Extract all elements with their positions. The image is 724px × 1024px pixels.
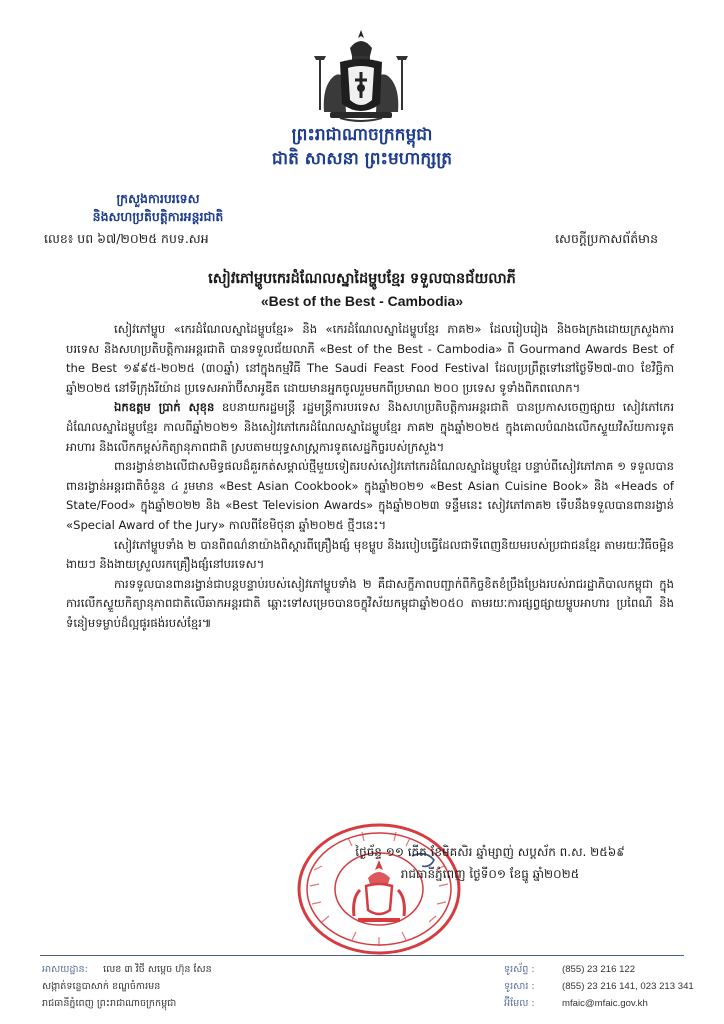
address-line-2: សង្កាត់ទន្លេបាសាក់ ខណ្ឌចំការមន xyxy=(42,981,161,992)
signing-date-place: រាជធានីភ្នំពេញ ថ្ងៃទី០១ ខែធ្នូ ឆ្នាំ២០២៥ xyxy=(400,867,580,881)
address-value: លេខ ៣ វិថី សម្តេច ហ៊ុន សែន xyxy=(103,964,212,975)
address-label: អាសយដ្ឋាន: xyxy=(42,964,88,975)
paragraph-3: ពានរង្វាន់ខាងលើជាសមិទ្ធផលដ៏គួរកត់សម្គាល់ថ្មីមួយទៀតរបស់សៀវភៅកេរដំណែលស្នាដៃម្ហូបខ្មែរ បន្ទាប់ពីសៀវភៅភាគ ១ ទទួលបានពានរង្វាន់អន្តរជាតិចំនួន ៤ រួមមាន «Best Asian Cookbook» ក្នុងឆ្នាំ២០២១ «Best Asian Cuisine Book» និង «Heads of State/Food» ក្នុងឆ្នាំ២០២២ និង «Best Television Awards» ក្នុងឆ្នាំ២០២៣ ទន្ទឹមនេះ សៀវភៅភាគ២ ទើបនឹងទទួលបានពានរង្វាន់ «Special Award of the Jury» កាលពីខែមិថុនា ឆ្នាំ២០២៥ ថ្មីៗនេះ។ xyxy=(66,459,674,532)
signing-date-lunar: ថ្ងៃច័ន្ទ ១១ កើត ខែមិគសិរ ឆ្នាំម្សាញ់ សប្តស័ក ព.ស. ២៥៦៩ xyxy=(355,845,625,859)
paragraph-1: សៀវភៅម្ហូប «កេរដំណែលស្នាដៃម្ហូបខ្មែរ» និង «កេរដំណែលស្នាដៃម្ហូបខ្មែរ ភាគ២» ដែលរៀបរៀង និងចងក្រងដោយក្រសួងការបរទេស និងសហប្រតិបត្តិការអន្តរជាតិ បានទទួលជ័យលាភី «Best of the Best - Cambodia» ពី Gourmand Awards Best of the Best ១៩៩៥-២០២៥ (៣០ឆ្នាំ) នៅក្នុងកម្មវិធី The Saudi Feast Food Festival ដែលប្រព្រឹត្តទៅនៅថ្ងៃទី២៧-៣០ ខែវិច្ឆិកា ឆ្នាំ២០២៥ នៅទីក្រុងរីយ៉ាដ ប្រទេសអារ៉ាប៊ីសាអូឌីត ដោយមានអ្នកចូលរួមមកពីប្រមាណ ២០០ ប្រទេស ទូទាំងពិភពលោក។ xyxy=(66,322,674,395)
address-line-3: រាជធានីភ្នំពេញ ព្រះរាជាណាចក្រកម្ពុជា xyxy=(42,998,177,1009)
document-type: សេចក្តីប្រកាសព័ត៌មាន xyxy=(555,231,658,246)
email-link[interactable]: mfaic@mfaic.gov.kh xyxy=(562,998,648,1009)
paragraph-2-text: ឧបនាយករដ្ឋមន្ត្រី រដ្ឋមន្ត្រីការបរទេស និងសហប្រតិបត្តិការអន្តរជាតិ បានប្រកាសចេញផ្សាយ សៀវភៅកេរដំណែលស្នាដៃម្ហូបខ្មែរ កាលពីឆ្នាំ២០២១ និងសៀវភៅកេរដំណែលស្នាដៃម្ហូបខ្មែរ ភាគ២ ក្នុងឆ្នាំ២០២៥ ក្នុងគោលបំណងលើកស្ទួយវិស័យការទូតអាហារ និងលើកកម្ពស់កិត្យានុភាពជាតិ ស្របតាមយុទ្ធសាស្ត្រការទូតសេដ្ឋកិច្ចរបស់ក្រសួង។ xyxy=(66,400,674,454)
paragraph-5: ការទទួលបានពានរង្វាន់ជាបន្តបន្ទាប់របស់សៀវភៅម្ហូបទាំង ២ គឺជាសក្ខីភាពបញ្ជាក់ពីកិច្ចខិតខំប្រឹងប្រែងរបស់រាជរដ្ឋាភិបាលកម្ពុជា ក្នុងការលើកស្ទួយកិត្យានុភាពជាតិលើឆាកអន្តរជាតិ ឆ្ពោះទៅសម្រេចបានចក្ខុវិស័យកម្ពុជាឆ្នាំ២០៥០ តាមរយៈការផ្សព្វផ្សាយម្ហូបអាហារ ប្រពៃណី និងទំនៀមទម្លាប់ដ៏ល្អផូរផង់របស់ខ្មែរ៕ xyxy=(66,576,674,630)
footer-address xyxy=(42,961,212,1012)
email-label: អ៊ីមែល : xyxy=(504,998,535,1009)
document-title-english: «Best of the Best - Cambodia» xyxy=(260,293,464,309)
fax-label: ទូរសារ : xyxy=(504,981,535,992)
minister-name: ឯកឧត្តម ប្រាក់ សុខុន xyxy=(114,400,215,415)
document-body xyxy=(66,320,674,634)
royal-arms-emblem xyxy=(300,26,422,124)
document-title-khmer: សៀវភៅម្ហូបកេរដំណែលស្នាដៃម្ហូបខ្មែរ ទទួលបានជ័យលាភី xyxy=(208,271,516,287)
ministry-name-line1: ក្រសួងការបរទេស xyxy=(116,191,200,206)
paragraph-4: សៀវភៅម្ហូបទាំង ២ បានពិពណ៌នាយ៉ាងពិស្តារពីគ្រឿងផ្សំ មុខម្ហូប និងរបៀបធ្វើដែលជាទីពេញនិយមរបស់ប្រជាជនខ្មែរ តាមរយៈវិធីចម្អិនងាយៗ និងងាយស្រួលរកគ្រឿងផ្សំនៅបរទេស។ xyxy=(66,537,674,572)
kingdom-motto: ជាតិ សាសនា ព្រះមហាក្សត្រ xyxy=(271,149,453,169)
phone-label: ទូរស័ព្ទ : xyxy=(504,964,535,975)
fax-value: (855) 23 216 141, 023 213 341 xyxy=(562,981,694,992)
footer-divider xyxy=(40,955,684,956)
ministry-name-line2: និងសហប្រតិបត្តិការអន្តរជាតិ xyxy=(92,209,224,224)
official-seal-stamp xyxy=(292,820,466,958)
kingdom-title: ព្រះរាជាណាចក្រកម្ពុជា xyxy=(291,125,433,145)
phone-value: (855) 23 216 122 xyxy=(562,964,636,975)
paragraph-2 xyxy=(66,398,674,457)
footer-contacts xyxy=(504,961,694,1012)
reference-number: លេខ៖ បព ៦៧/២០២៥ កបទ.សអ xyxy=(44,231,209,246)
